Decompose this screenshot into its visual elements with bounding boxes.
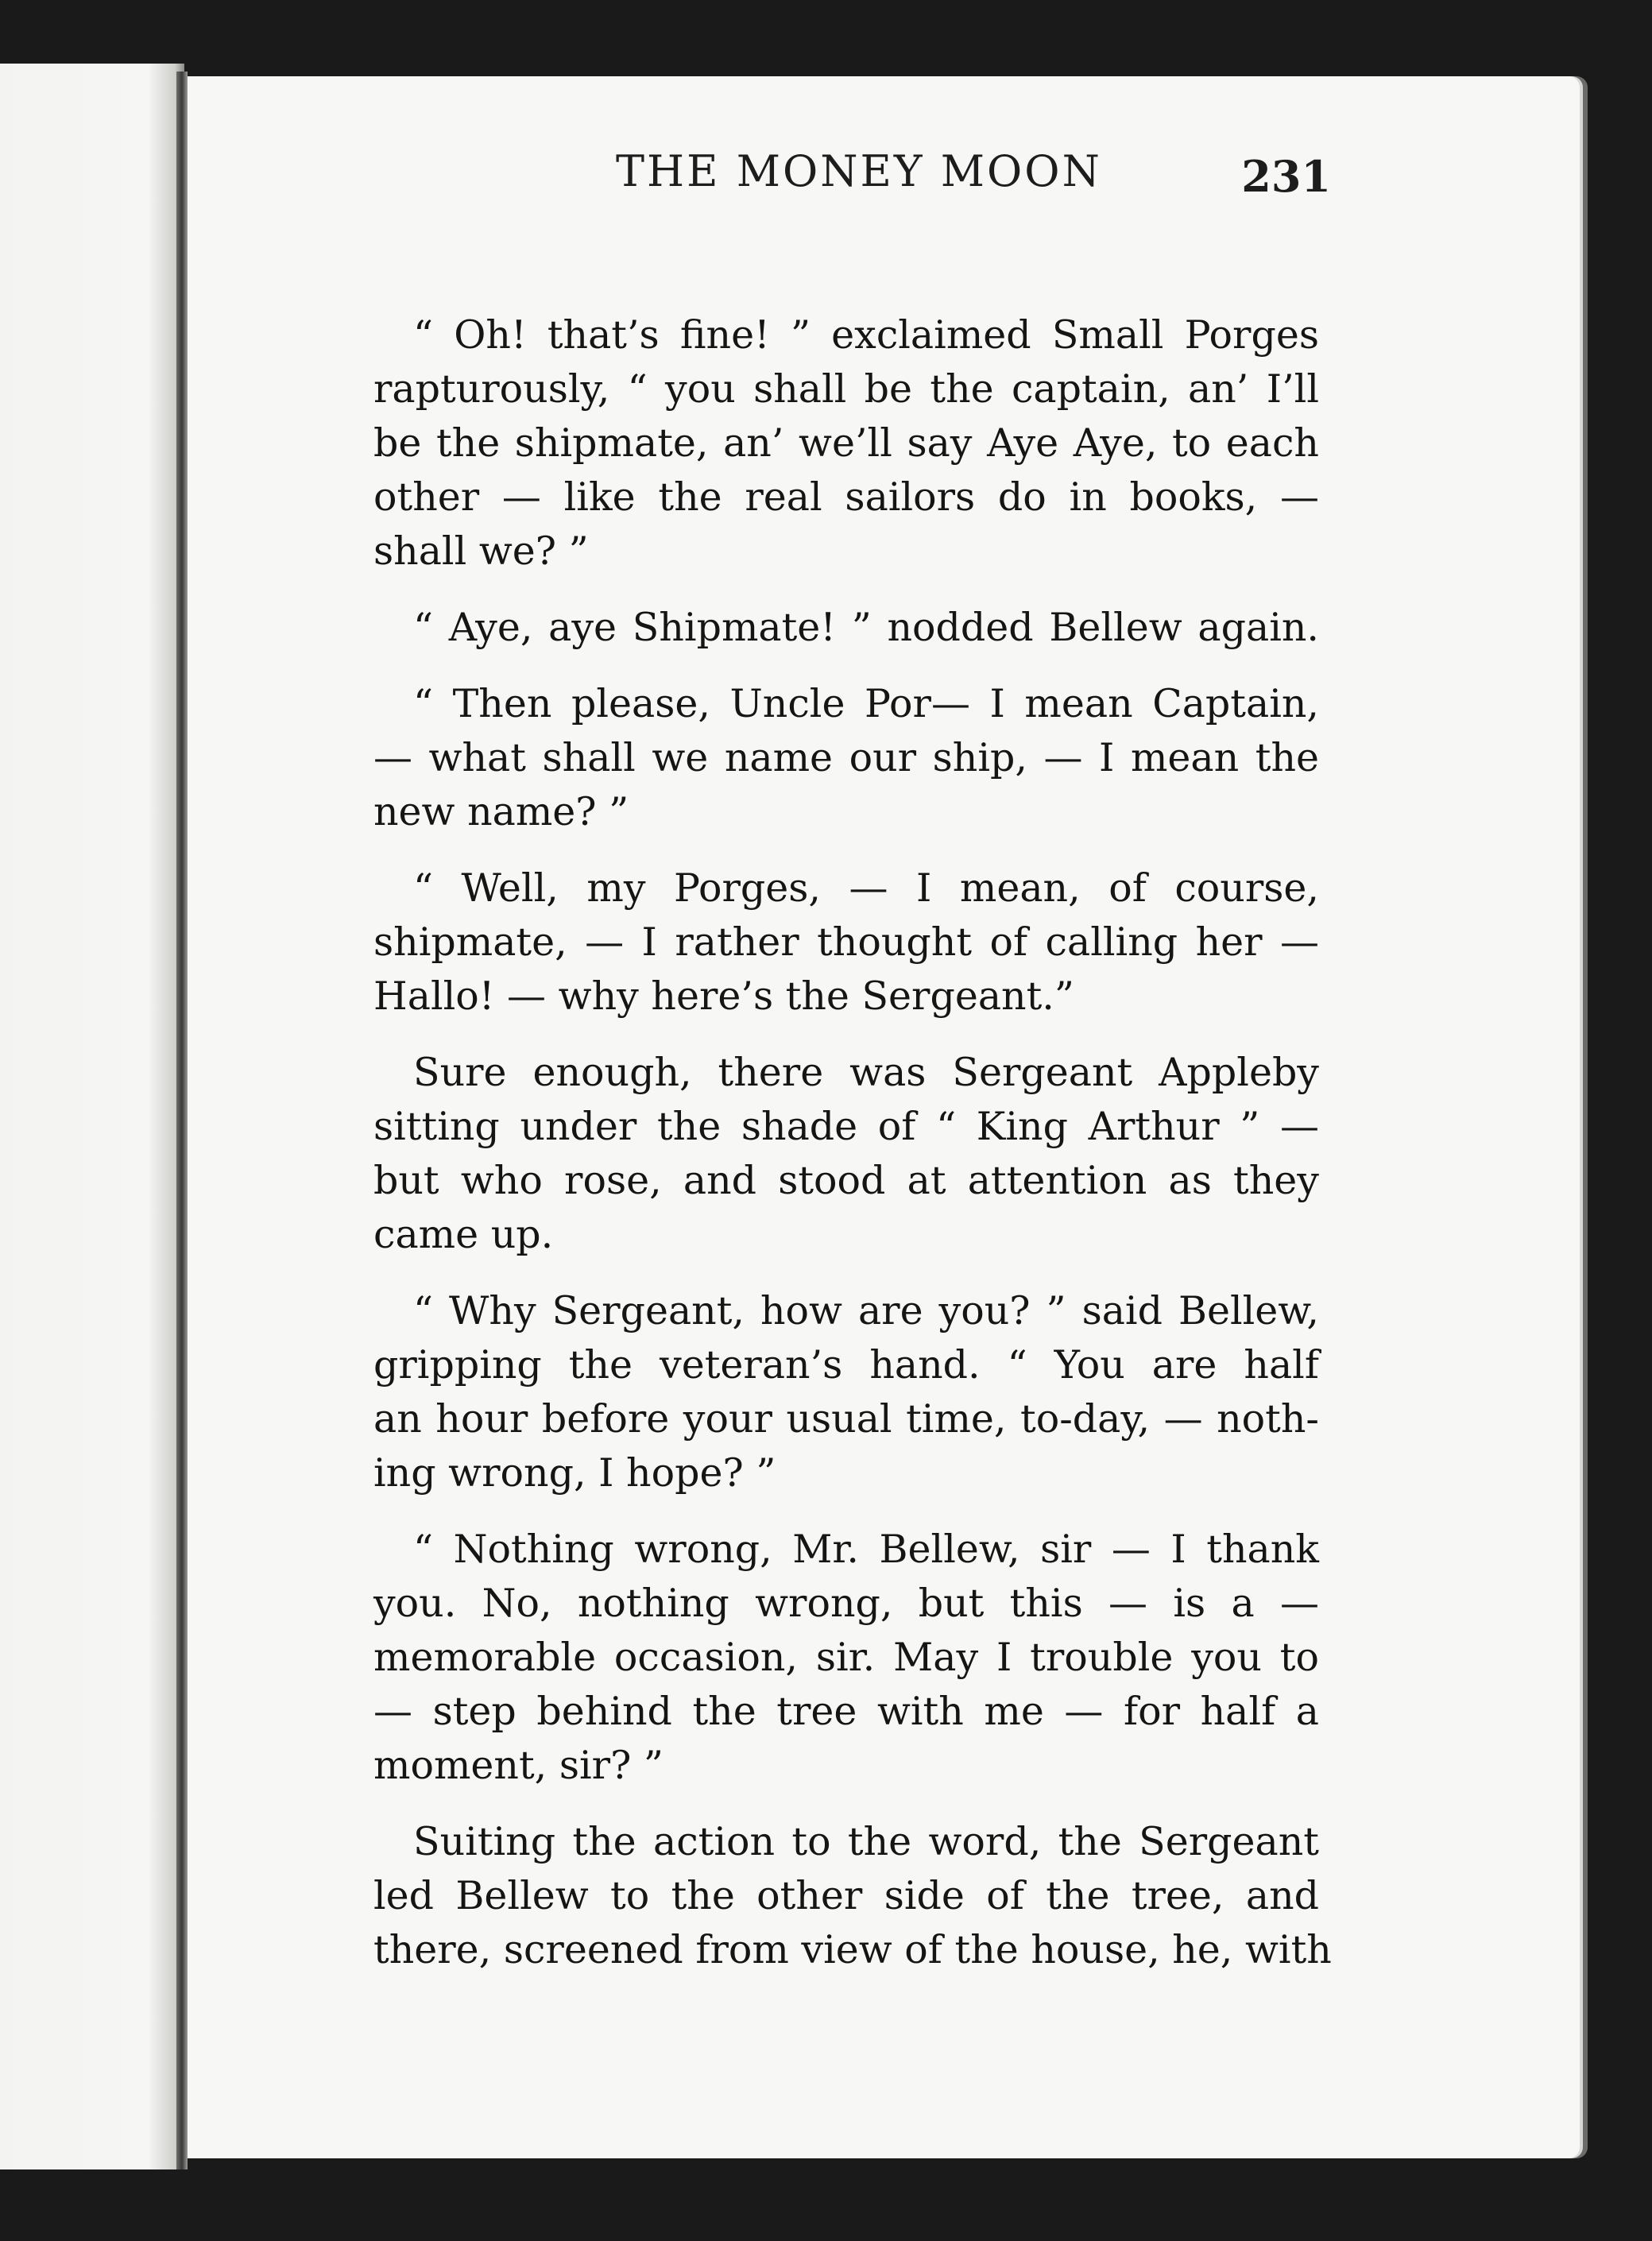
paragraph bbox=[373, 1523, 1319, 1793]
text-line: other — like the real sailors do in books, — bbox=[373, 474, 1319, 520]
body-text bbox=[373, 308, 1332, 1999]
text-line: be the shipmate, an’ we’ll say Aye Aye, to each bbox=[373, 420, 1319, 466]
paragraph bbox=[373, 1284, 1319, 1500]
text-line: — step behind the tree with me — for half a bbox=[373, 1689, 1319, 1734]
paragraph bbox=[373, 861, 1319, 1024]
running-head bbox=[425, 146, 1331, 218]
paragraph bbox=[373, 1815, 1332, 1977]
text-line: “ Nothing wrong, Mr. Bellew, sir — I thank bbox=[413, 1527, 1319, 1572]
text-line: Hallo! — why here’s the Sergeant.” bbox=[373, 973, 1074, 1019]
text-line: “ Aye, aye Shipmate! ” nodded Bellew again. bbox=[413, 605, 1319, 650]
text-line: new name? ” bbox=[373, 789, 629, 834]
paragraph bbox=[373, 677, 1319, 839]
text-line: Suiting the action to the word, the Sergeant bbox=[413, 1819, 1319, 1864]
paragraph bbox=[373, 308, 1319, 579]
text-line: memorable occasion, sir. May I trouble you to bbox=[373, 1635, 1319, 1680]
text-line: an hour before your usual time, to-day, — noth- bbox=[373, 1396, 1319, 1442]
left-page-edge bbox=[0, 64, 184, 2169]
text-line: “ Why Sergeant, how are you? ” said Bellew, bbox=[413, 1288, 1319, 1333]
page-number: 231 bbox=[1241, 151, 1331, 202]
text-line: gripping the veteran’s hand. “ You are half bbox=[373, 1342, 1319, 1388]
text-line: “ Oh! that’s fine! ” exclaimed Small Porges bbox=[413, 312, 1319, 358]
text-line: shipmate, — I rather thought of calling her — bbox=[373, 919, 1319, 965]
paragraph bbox=[373, 601, 1319, 655]
text-line: you. No, nothing wrong, but this — is a — bbox=[373, 1581, 1319, 1626]
text-line: sitting under the shade of “ King Arthur ” — bbox=[373, 1104, 1319, 1149]
text-line: “ Then please, Uncle Por— I mean Captain, bbox=[413, 681, 1319, 726]
book-gutter bbox=[176, 72, 188, 2169]
text-line: — what shall we name our ship, — I mean the bbox=[373, 735, 1319, 780]
text-line: moment, sir? ” bbox=[373, 1743, 664, 1788]
text-line: led Bellew to the other side of the tree, and bbox=[373, 1873, 1319, 1918]
text-line: ing wrong, I hope? ” bbox=[373, 1450, 776, 1496]
paragraph bbox=[373, 1046, 1319, 1262]
text-line: there, screened from view of the house, he, with bbox=[373, 1927, 1332, 1972]
text-line: rapturously, “ you shall be the captain, an’ I’ll bbox=[373, 366, 1319, 412]
text-line: Sure enough, there was Sergeant Appleby bbox=[413, 1050, 1319, 1095]
text-line: shall we? ” bbox=[373, 528, 589, 574]
text-line: “ Well, my Porges, — I mean, of course, bbox=[413, 865, 1319, 911]
text-line: came up. bbox=[373, 1212, 554, 1257]
text-line: but who rose, and stood at attention as they bbox=[373, 1158, 1319, 1203]
running-title: THE MONEY MOON bbox=[616, 146, 1102, 196]
